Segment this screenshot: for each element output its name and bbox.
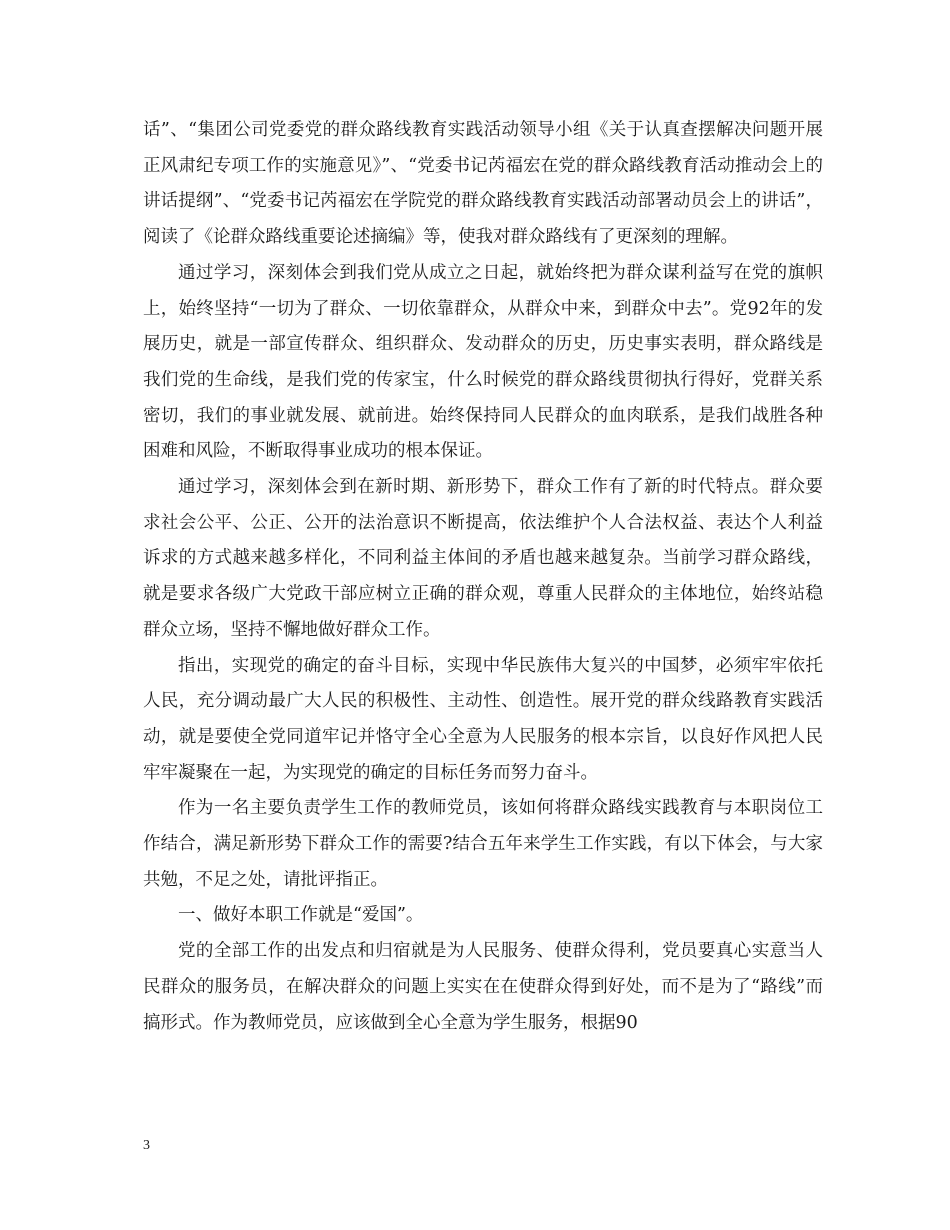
section-heading: 一、做好本职工作就是“爱国”。 [178,905,424,926]
body-text [143,113,823,1041]
paragraph-6: 党的全部工作的出发点和归宿就是为人民服务、使群众得利，党员要真心实意当人民群众的服务员，在解决群众的问题上实实在在使群众得到好处，而不是为了“路线”而搞形式。作为教师党员，应该做到全心全意为学生服务，根据90 [143,941,823,1033]
paragraph-1: 话”、“集团公司党委党的群众路线教育实践活动领导小组《关于认真查摆解决问题开展正风肃纪专项工作的实施意见》”、“党委书记芮福宏在党的群众路线教育活动推动会上的讲话提纲”、“党委书记芮福宏在学院党的群众路线教育实践活动部署动员会上的讲话”，阅读了《论群众路线重要论述摘编》等，使我对群众路线有了更深刻的理解。 [143,120,823,248]
paragraph-5: 作为一名主要负责学生工作的教师党员，该如何将群众路线实践教育与本职岗位工作结合，满足新形势下群众工作的需要?结合五年来学生工作实践，有以下体会，与大家共勉，不足之处，请批评指正。 [143,798,823,890]
paragraph-4: 指出，实现党的确定的奋斗目标，实现中华民族伟大复兴的中国梦，必须牢牢依托人民，充分调动最广大人民的积极性、主动性、创造性。展开党的群众线路教育实践活动，就是要使全党同道牢记并恪守全心全意为人民服务的根本宗旨，以良好作风把人民牢牢凝聚在一起，为实现党的确定的目标任务而努力奋斗。 [143,655,823,783]
paragraph-3: 通过学习，深刻体会到在新时期、新形势下，群众工作有了新的时代特点。群众要求社会公平、公正、公开的法治意识不断提高，依法维护个人合法权益、表达个人利益诉求的方式越来越多样化，不同利益主体间的矛盾也越来越复杂。当前学习群众路线，就是要求各级广大党政干部应树立正确的群众观，尊重人民群众的主体地位，始终站稳群众立场，坚持不懈地做好群众工作。 [143,477,823,640]
paragraph-2: 通过学习，深刻体会到我们党从成立之日起，就始终把为群众谋利益写在党的旗帜上，始终坚持“一切为了群众、一切依靠群众，从群众中来，到群众中去”。党92年的发展历史，就是一部宣传群众、组织群众、发动群众的历史，历史事实表明，群众路线是我们党的生命线，是我们党的传家宝，什么时候党的群众路线贯彻执行得好，党群关系密切，我们的事业就发展、就前进。始终保持同人民群众的血肉联系，是我们战胜各种困难和风险，不断取得事业成功的根本保证。 [143,262,823,462]
page-number: 3 [143,1138,150,1153]
